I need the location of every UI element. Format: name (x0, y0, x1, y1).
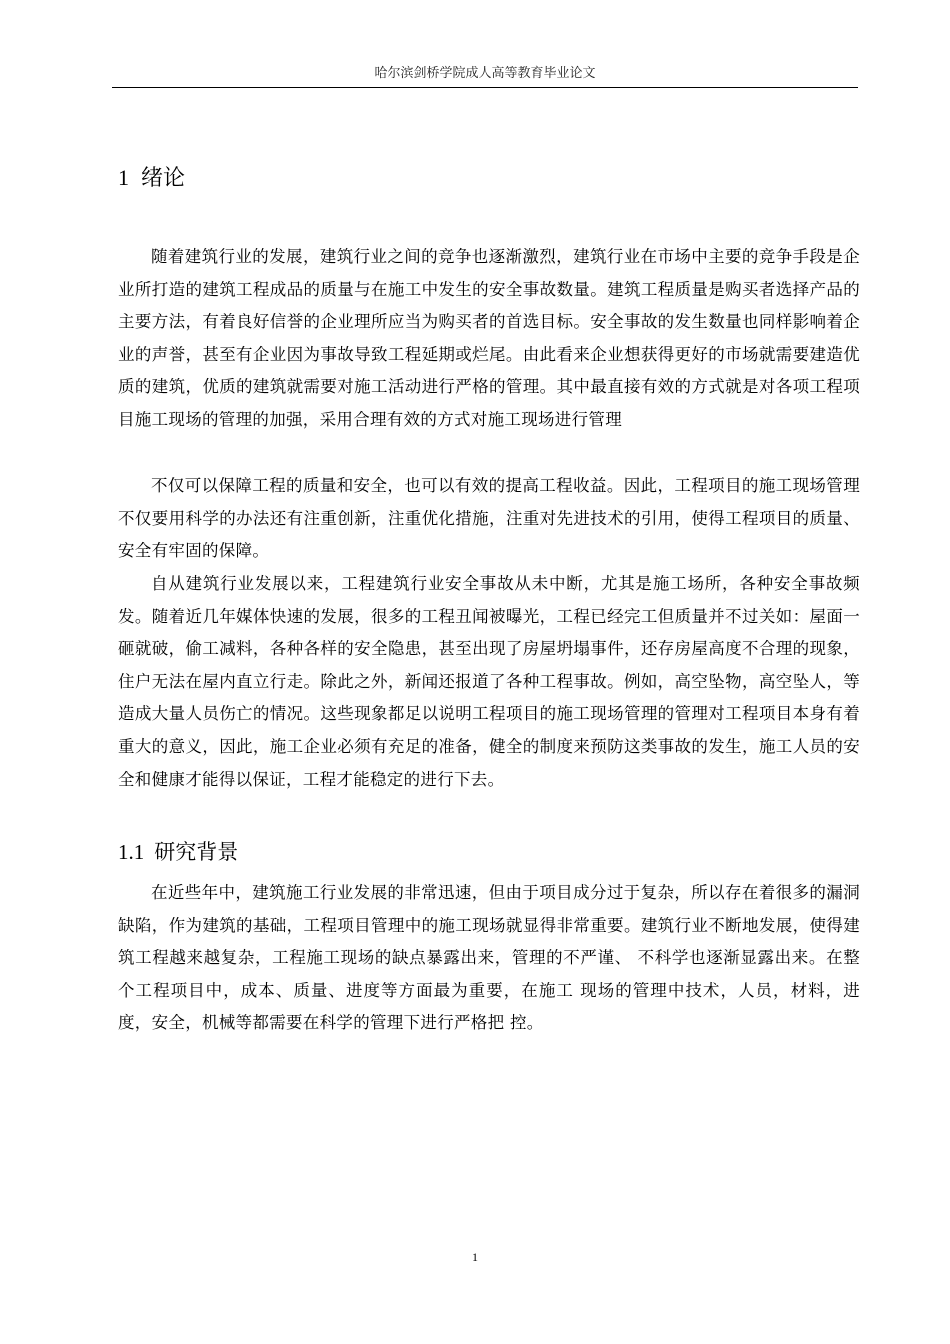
running-header: 哈尔滨剑桥学院成人高等教育毕业论文 (374, 66, 596, 81)
section-heading (118, 837, 238, 867)
chapter-title: 绪论 (141, 166, 186, 191)
section-paragraph: 在近些年中，建筑施工行业发展的非常迅速，但由于项目成分过于复杂，所以存在着很多的漏洞缺陷，作为建筑的基础，工程项目管理中的施工现场就显得非常重要。建筑行业不断地发展，使得建筑工程越来越复杂，工程施工现场的缺点暴露出来，管理的不严谨、 不科学也逐渐显露出来。在整个工程项目中，成本、质量、进度等方面最为重要，在施工 现场的管理中技术，人员，材料，进度，安全，机械等都需要在科学的管理下进行严格把 控。 (118, 883, 860, 1033)
chapter-heading (118, 163, 185, 194)
page-number: 1 (472, 1250, 478, 1264)
body-paragraph: 自从建筑行业发展以来，工程建筑行业安全事故从未中断，尤其是施工场所，各种安全事故频发。随着近几年媒体快速的发展，很多的工程丑闻被曝光，工程已经完工但质量并不过关如：屋面一砸就破，偷工减料，各种各样的安全隐患，甚至出现了房屋坍塌事件，还存房屋高度不合理的现象，住户无法在屋内直立行走。除此之外，新闻还报道了各种工程事故。例如，高空坠物，高空坠人，等造成大量人员伤亡的情况。这些现象都足以说明工程项目的施工现场管理的管理对工程项目本身有着重大的意义，因此，施工企业必须有充足的准备，健全的制度来预防这类事故的发生，施工人员的安全和健康才能得以保证，工程才能稳定的进行下去。 (118, 574, 860, 789)
header-rule (112, 87, 858, 88)
section-number: 1.1 (118, 840, 145, 864)
section-title: 研究背景 (154, 840, 239, 864)
body-paragraph: 不仅可以保障工程的质量和安全，也可以有效的提高工程收益。因此，工程项目的施工现场管理不仅要用科学的办法还有注重创新，注重优化措施，注重对先进技术的引用，使得工程项目的质量、安全有牢固的保障。 (118, 476, 860, 561)
body-paragraph: 随着建筑行业的发展，建筑行业之间的竞争也逐渐激烈，建筑行业在市场中主要的竞争手段是企业所打造的建筑工程成品的质量与在施工中发生的安全事故数量。建筑工程质量是购买者选择产品的主要方法，有着良好信誉的企业理所应当为购买者的首选目标。安全事故的发生数量也同样影响着企业的声誉，甚至有企业因为事故导致工程延期或烂尾。由此看来企业想获得更好的市场就需要建造优质的建筑，优质的建筑就需要对施工活动进行严格的管理。其中最直接有效的方式就是对各项工程项目施工现场的管理的加强，采用合理有效的方式对施工现场进行管理 (118, 247, 860, 429)
chapter-number: 1 (118, 165, 129, 190)
